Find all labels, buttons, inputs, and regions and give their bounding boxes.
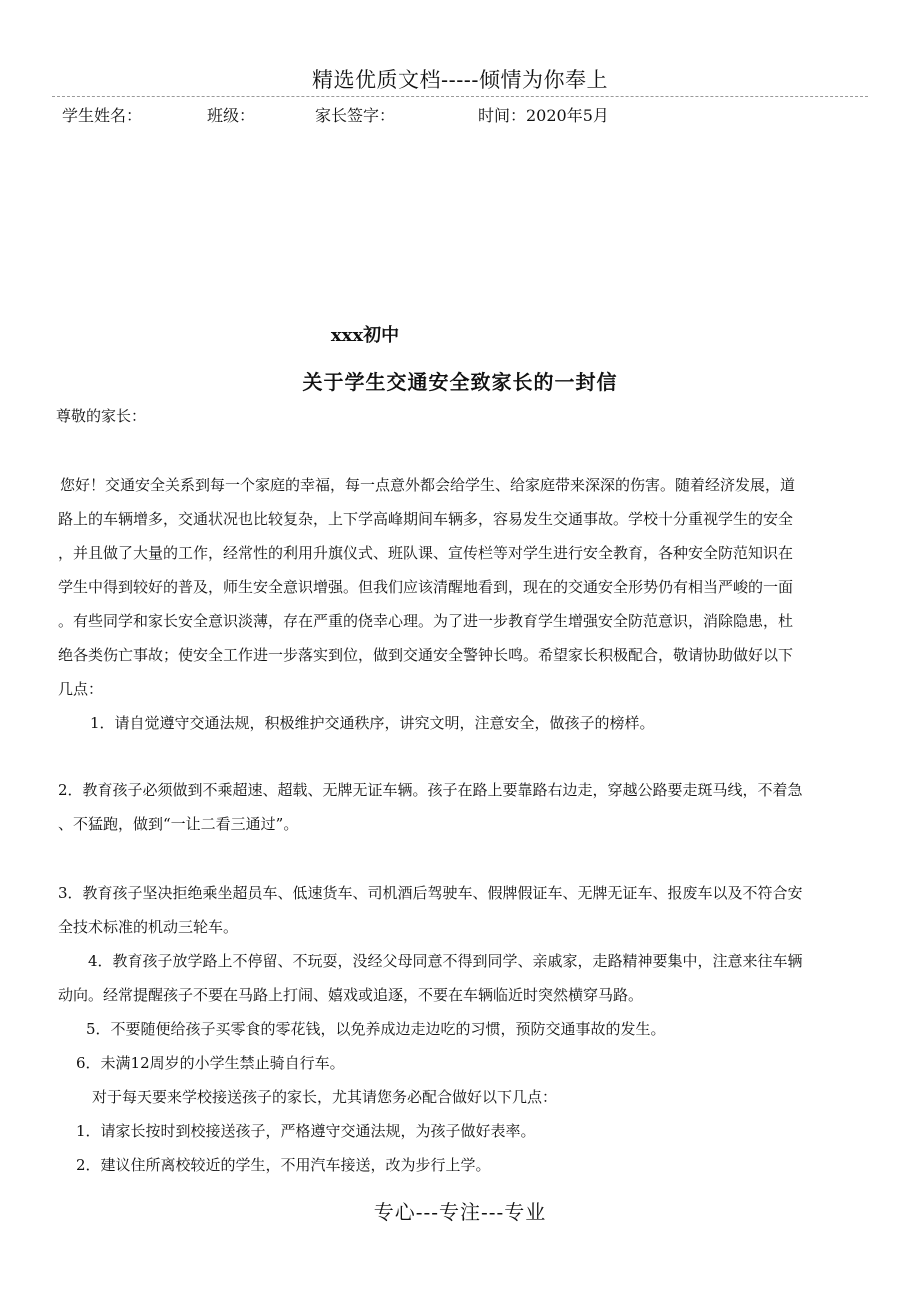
intro-line: 路上的车辆增多，交通状况也比较复杂，上下学高峰期间车辆多，容易发生交通事故。学校十分重视学生的安全	[58, 510, 794, 528]
pickup-intro	[92, 1080, 557, 1114]
intro-line: ，并且做了大量的工作，经常性的利用升旗仪式、班队课、宣传栏等对学生进行安全教育，各种安全防范知识在	[58, 544, 794, 562]
intro-line: 您好！交通安全关系到每一个家庭的幸福，每一点意外都会给学生、给家庭带来深深的伤害。随着经济发展，道	[60, 476, 796, 494]
pickup-item-2-text: 2．建议住所离校较近的学生，不用汽车接送，改为步行上学。	[76, 1156, 491, 1174]
item-6	[76, 1046, 345, 1080]
item-1-text: 1．请自觉遵守交通法规，积极维护交通秩序，讲究文明，注意安全，做孩子的榜样。	[90, 714, 655, 732]
item-4-line: 动向。经常提醒孩子不要在马路上打闹、嬉戏或追逐，不要在车辆临近时突然横穿马路。	[58, 986, 644, 1004]
class-label: 班级：	[207, 106, 256, 125]
item-5	[86, 1012, 666, 1046]
item-1	[90, 706, 655, 740]
parent-signature-label: 家长签字：	[315, 106, 396, 125]
pickup-intro-text: 对于每天要来学校接送孩子的家长，尤其请您务必配合做好以下几点：	[92, 1088, 558, 1106]
item-2-line: 2．教育孩子必须做到不乘超速、超载、无牌无证车辆。孩子在路上要靠路右边走，穿越公路要走斑马线，不着急	[58, 781, 803, 799]
item-3-line: 全技术标准的机动三轮车。	[58, 918, 239, 936]
pickup-item-1	[76, 1114, 536, 1148]
item-2	[58, 773, 803, 841]
intro-paragraph	[58, 468, 795, 706]
item-5-text: 5．不要随便给孩子买零食的零花钱，以免养成边走边吃的习惯，预防交通事故的发生。	[86, 1020, 666, 1038]
document-footer: 专心---专注---专业	[373, 1200, 547, 1224]
school-name: xxx初中	[330, 325, 400, 346]
document-header-title: 精选优质文档-----倾情为你奉上	[312, 68, 608, 92]
letter-title: 关于学生交通安全致家长的一封信	[302, 370, 618, 394]
student-name-label: 学生姓名：	[62, 106, 143, 125]
item-3-line: 3．教育孩子坚决拒绝乘坐超员车、低速货车、司机酒后驾驶车、假牌假证车、无牌无证车、报废车以及不符合安	[58, 884, 803, 902]
intro-line: 。有些同学和家长安全意识淡薄，存在严重的侥幸心理。为了进一步教育学生增强安全防范意识，消除隐患，杜	[58, 612, 794, 630]
item-6-text: 6．未满12周岁的小学生禁止骑自行车。	[76, 1054, 345, 1072]
intro-line: 几点：	[58, 680, 104, 698]
item-4-line: 4．教育孩子放学路上不停留、不玩耍，没经父母同意不得到同学、亲戚家，走路精神要集中，注意来往车辆	[88, 952, 803, 970]
header-divider	[52, 96, 868, 97]
intro-line: 学生中得到较好的普及，师生安全意识增强。但我们应该清醒地看到，现在的交通安全形势仍有相当严峻的一面	[58, 578, 794, 596]
item-4	[58, 944, 803, 1012]
date-label: 时间：2020年5月	[478, 106, 609, 125]
intro-line: 绝各类伤亡事故；使安全工作进一步落实到位，做到交通安全警钟长鸣。希望家长积极配合，敬请协助做好以下	[58, 646, 794, 664]
pickup-item-2	[76, 1148, 491, 1182]
salutation: 尊敬的家长：	[56, 407, 147, 425]
item-2-line: 、不猛跑，做到“一让二看三通过”。	[58, 815, 299, 833]
item-3	[58, 876, 803, 944]
pickup-item-1-text: 1．请家长按时到校接送孩子，严格遵守交通法规，为孩子做好表率。	[76, 1122, 536, 1140]
